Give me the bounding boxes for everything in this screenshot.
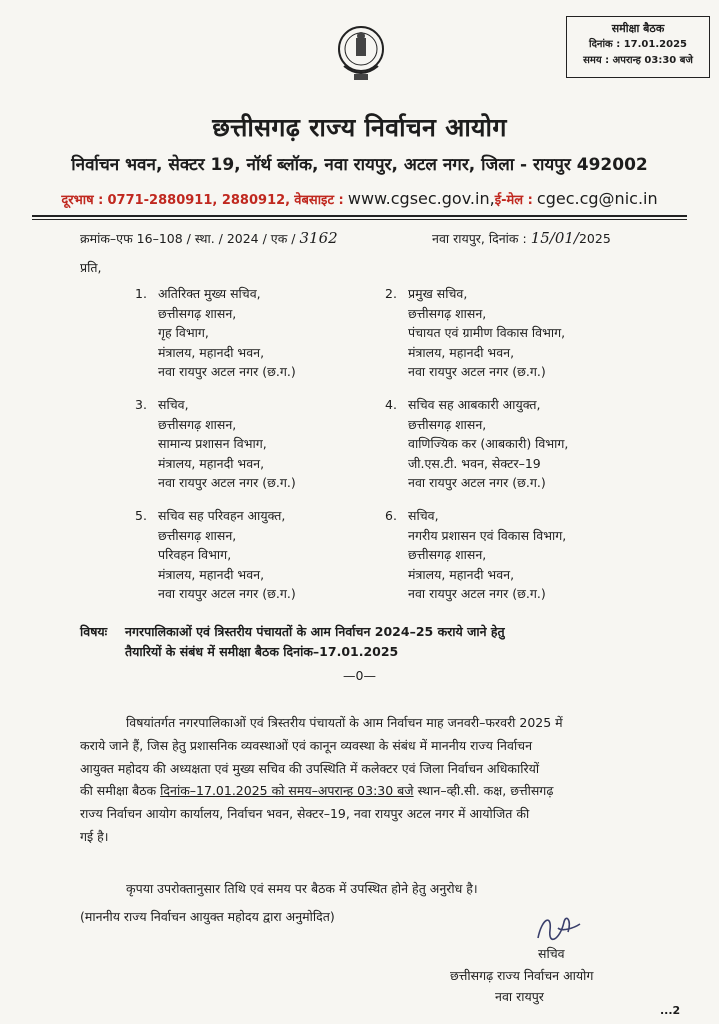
- state-emblem-icon: [336, 22, 386, 84]
- addressee-line: अतिरिक्त मुख्य सचिव,: [158, 286, 261, 301]
- addressee-line: छत्तीसगढ़ शासन,: [408, 305, 487, 321]
- date-year: 2025: [578, 231, 611, 246]
- meeting-time-value: अपरान्ह 03:30 बजे: [612, 55, 693, 66]
- meeting-time-label: समय: [583, 55, 602, 66]
- email-label: ई-मेल :: [494, 193, 533, 208]
- place-label: नवा रायपुर, दिनांक :: [432, 231, 527, 246]
- addressee-line: प्रमुख सचिव,: [408, 286, 468, 301]
- meeting-info-box: [566, 16, 710, 78]
- page-continuation: ...2: [660, 1004, 681, 1017]
- phone-label: दूरभाष :: [61, 193, 104, 208]
- body-line: गई है।: [80, 828, 109, 844]
- signatory-title: सचिव: [538, 946, 565, 961]
- divider: [32, 215, 687, 217]
- body-text: की समीक्षा बैठक: [80, 783, 157, 799]
- signatory-org: छत्तीसगढ़ राज्य निर्वाचन आयोग: [450, 968, 594, 983]
- addressee-line: पंचायत एवं ग्रामीण विकास विभाग,: [408, 325, 566, 340]
- addressee-line: छत्तीसगढ़ शासन,: [158, 416, 237, 432]
- website-label: वेबसाइट :: [294, 193, 344, 208]
- to-label: प्रति,: [80, 260, 102, 275]
- addressee-number: 6.: [385, 508, 397, 523]
- addressee-line: मंत्रालय, महानदी भवन,: [158, 566, 265, 582]
- handwritten-date: 15/01/: [530, 229, 579, 247]
- reference-number: [80, 229, 338, 247]
- handwritten-signature-icon: [530, 910, 585, 948]
- meeting-box-date: दिनांक : 17.01.2025: [589, 39, 687, 50]
- addressee-line: नवा रायपुर अटल नगर (छ.ग.): [158, 475, 296, 490]
- addressee-line: परिवहन विभाग,: [158, 547, 232, 562]
- signatory-place: नवा रायपुर: [495, 989, 544, 1004]
- addressee-line: मंत्रालय, महानदी भवन,: [158, 455, 265, 471]
- body-line: [80, 780, 680, 803]
- addressee-number: 4.: [385, 397, 397, 412]
- meeting-datetime-underlined: दिनांक–17.01.2025 को समय–अपरान्ह 03:30 बजे: [160, 783, 414, 799]
- body-line: विषयांतर्गत नगरपालिकाओं एवं त्रिस्तरीय पंचायतों के आम निर्वाचन माह जनवरी–फरवरी 2025 में: [126, 715, 563, 730]
- divider: [32, 219, 687, 220]
- addressee-line: नवा रायपुर अटल नगर (छ.ग.): [158, 364, 296, 379]
- addressee-line: छत्तीसगढ़ शासन,: [158, 527, 237, 543]
- contact-line: [0, 189, 719, 208]
- meeting-box-time: समय : अपरान्ह 03:30 बजे: [583, 55, 693, 66]
- addressee-number: 3.: [135, 397, 147, 412]
- addressee-number: 5.: [135, 508, 147, 523]
- org-address: निर्वाचन भवन, सेक्टर 19, नॉर्थ ब्लॉक, नवा रायपुर, अटल नगर, जिला - रायपुर 492002: [71, 155, 648, 175]
- subject-label: विषयः: [80, 624, 108, 639]
- addressee-line: छत्तीसगढ़ शासन,: [408, 416, 487, 432]
- addressee-number: 1.: [135, 286, 147, 301]
- addressee-line: नवा रायपुर अटल नगर (छ.ग.): [408, 586, 546, 601]
- body-text: स्थान–व्ही.सी. कक्ष, छत्तीसगढ़: [417, 783, 554, 799]
- meeting-date-label: दिनांक: [589, 39, 613, 50]
- request-text: कृपया उपरोक्तानुसार तिथि एवं समय पर बैठक में उपस्थित होने हेतु अनुरोध है।: [126, 881, 478, 896]
- approval-note: (माननीय राज्य निर्वाचन आयुक्त महोदय द्वारा अनुमोदित): [80, 909, 335, 924]
- addressee-line: नगरीय प्रशासन एवं विकास विभाग,: [408, 527, 567, 543]
- addressee-line: छत्तीसगढ़ शासन,: [158, 305, 237, 321]
- reference-prefix: क्रमांक–एफ 16–108 / स्था. / 2024 / एक /: [80, 231, 296, 246]
- place-date: [432, 229, 611, 247]
- addressee-line: सचिव,: [408, 508, 439, 523]
- addressee-line: गृह विभाग,: [158, 325, 209, 340]
- addressee-line: जी.एस.टी. भवन, सेक्टर–19: [408, 455, 541, 471]
- meeting-box-title: समीक्षा बैठक: [611, 22, 665, 35]
- addressee-line: सामान्य प्रशासन विभाग,: [158, 436, 267, 451]
- addressee-line: नवा रायपुर अटल नगर (छ.ग.): [408, 364, 546, 379]
- subject-line: नगरपालिकाओं एवं त्रिस्तरीय पंचायतों के आम निर्वाचन 2024–25 कराये जाने हेतु: [125, 624, 505, 639]
- addressee-line: मंत्रालय, महानदी भवन,: [408, 344, 515, 360]
- addressee-line: नवा रायपुर अटल नगर (छ.ग.): [408, 475, 546, 490]
- addressee-line: मंत्रालय, महानदी भवन,: [158, 344, 265, 360]
- website-link[interactable]: www.cgsec.gov.in,: [347, 189, 495, 208]
- body-line: राज्य निर्वाचन आयोग कार्यालय, निर्वाचन भवन, सेक्टर–19, नवा रायपुर अटल नगर में आयोजित की: [80, 806, 530, 822]
- separator: —0—: [343, 668, 376, 683]
- body-paragraph: [80, 712, 680, 849]
- body-line: आयुक्त महोदय की अध्यक्षता एवं मुख्य सचिव की उपस्थिति में कलेक्टर एवं जिला निर्वाचन अधिकारियों: [80, 760, 540, 776]
- addressee-line: वाणिज्यिक कर (आबकारी) विभाग,: [408, 436, 569, 451]
- addressee-number: 2.: [385, 286, 397, 301]
- phone-numbers: 0771-2880911, 2880912,: [107, 193, 291, 208]
- reference-handwritten-number: 3162: [299, 229, 338, 247]
- meeting-date-value: 17.01.2025: [623, 39, 687, 50]
- addressee-line: मंत्रालय, महानदी भवन,: [408, 566, 515, 582]
- body-line: कराये जाने हैं, जिस हेतु प्रशासनिक व्यवस्थाओं एवं कानून व्यवस्था के संबंध में माननीय राज्य निर्वाचन: [80, 737, 533, 753]
- addressee-line: सचिव सह परिवहन आयुक्त,: [158, 508, 286, 523]
- addressee-line: नवा रायपुर अटल नगर (छ.ग.): [158, 586, 296, 601]
- addressee-line: सचिव सह आबकारी आयुक्त,: [408, 397, 541, 412]
- org-name: छत्तीसगढ़ राज्य निर्वाचन आयोग: [212, 113, 507, 142]
- email-link[interactable]: cgec.cg@nic.in: [536, 189, 658, 208]
- addressee-line: छत्तीसगढ़ शासन,: [408, 547, 487, 562]
- subject-line: तैयारियों के संबंध में समीक्षा बैठक दिनांक–17.01.2025: [125, 644, 399, 659]
- addressee-line: सचिव,: [158, 397, 189, 412]
